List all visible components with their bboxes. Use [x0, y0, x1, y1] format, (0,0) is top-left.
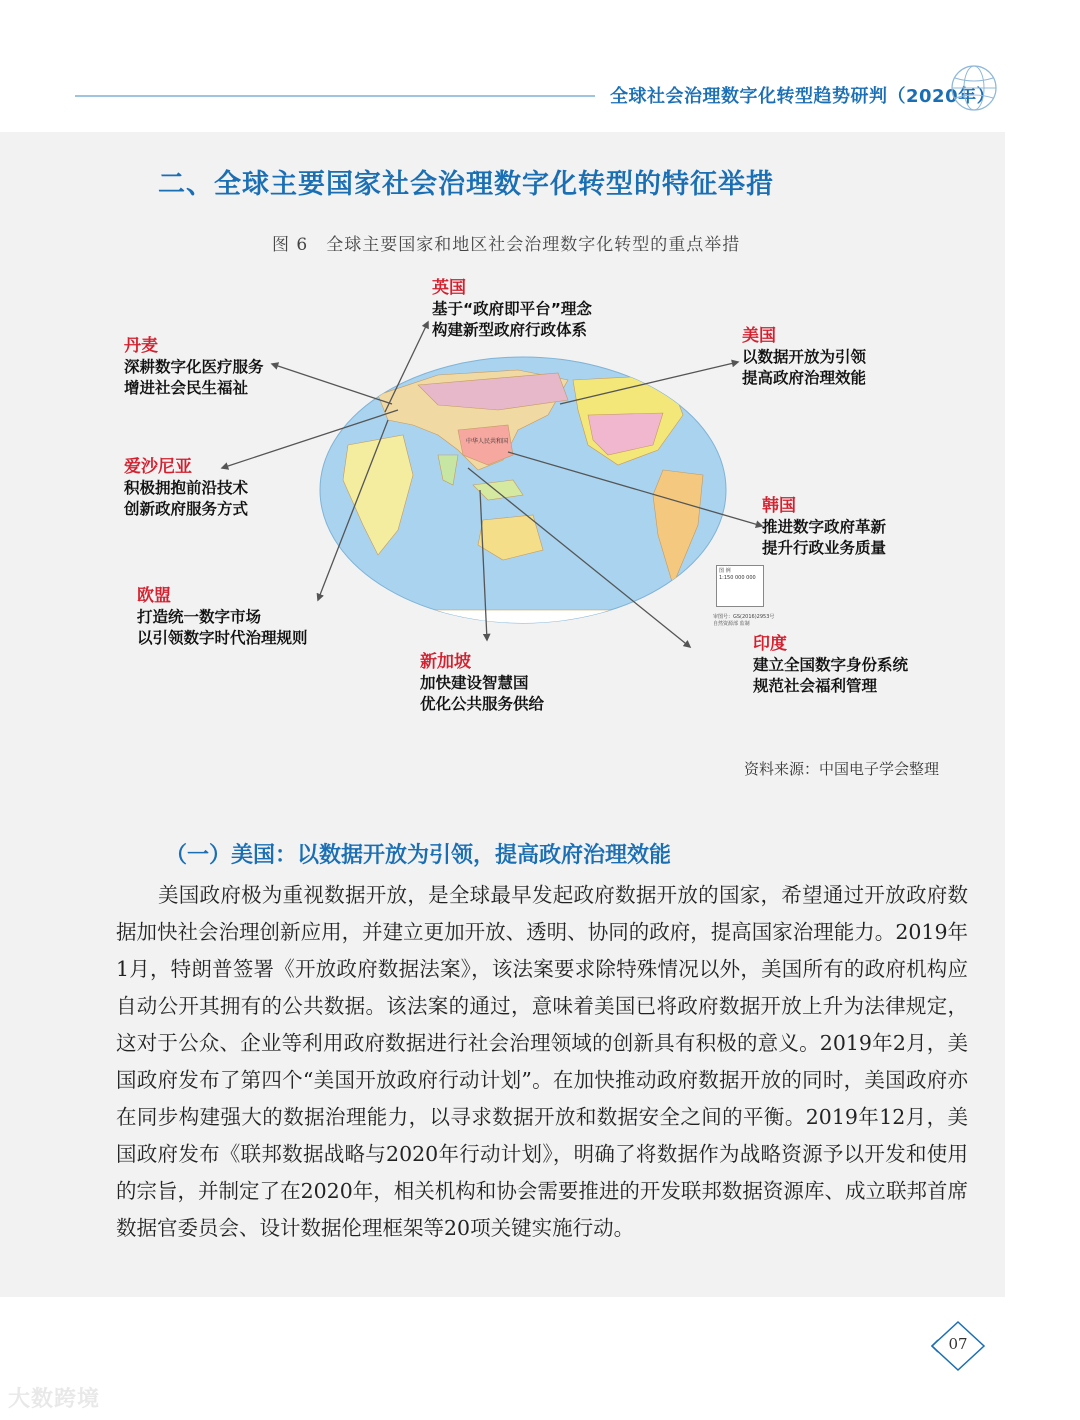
callout-estonia-line2: 创新政府服务方式 — [124, 500, 249, 518]
callout-uk-line1: 基于“政府即平台”理念 — [432, 300, 592, 318]
watermark: 大数跨境 — [8, 1387, 101, 1412]
callout-denmark — [124, 336, 264, 399]
callout-denmark-country: 丹麦 — [124, 336, 158, 356]
page-number-badge — [928, 1318, 988, 1374]
figure-caption: 图 6 全球主要国家和地区社会治理数字化转型的重点举措 — [272, 235, 741, 255]
map-label-china: 中华人民共和国 — [466, 438, 509, 445]
section-title: 二、全球主要国家社会治理数字化转型的特征举措 — [158, 169, 774, 200]
map-publisher: 自然资源部 监制 — [713, 621, 750, 627]
body-text — [116, 877, 968, 1247]
map-legend — [716, 565, 764, 607]
callout-singapore-line1: 加快建设智慧国 — [420, 674, 529, 692]
callout-singapore-line2: 优化公共服务供给 — [420, 695, 545, 713]
callout-uk-country: 英国 — [432, 278, 466, 298]
callout-denmark-line1: 深耕数字化医疗服务 — [124, 358, 264, 376]
callout-eu-line1: 打造统一数字市场 — [137, 608, 262, 626]
callout-india-country: 印度 — [753, 634, 787, 654]
map-land-antarctica — [318, 610, 728, 625]
figure-source: 资料来源：中国电子学会整理 — [744, 760, 940, 778]
callout-korea — [762, 496, 886, 559]
callout-eu-country: 欧盟 — [137, 586, 171, 606]
callout-denmark-line2: 增进社会民生福祉 — [124, 379, 249, 397]
callout-korea-country: 韩国 — [762, 496, 796, 516]
world-map — [318, 355, 728, 625]
callout-singapore — [420, 652, 544, 715]
callout-estonia — [124, 457, 248, 520]
map-scale: 1:150 000 000 — [719, 575, 756, 581]
callout-uk-line2: 构建新型政府行政体系 — [432, 321, 588, 339]
map-approval-note — [713, 614, 774, 628]
report-title: 全球社会治理数字化转型趋势研判（2020年） — [610, 86, 996, 107]
callout-estonia-line1: 积极拥抱前沿技术 — [124, 479, 249, 497]
callout-india-line1: 建立全国数字身份系统 — [753, 656, 909, 674]
page-number: 07 — [948, 1335, 968, 1353]
callout-usa-line1: 以数据开放为引领 — [742, 348, 867, 366]
body-paragraph: 美国政府极为重视数据开放，是全球最早发起政府数据开放的国家，希望通过开放政府数据加快社会治理创新应用，并建立更加开放、透明、协同的政府，提高国家治理能力。2019年1月，特朗普签署《开放政府数据法案》，该法案要求除特殊情况以外，美国所有的政府机构应自动公开其拥有的公共数据。该法案的通过，意味着美国已将政府数据开放上升为法律规定，这对于公众、企业等利用政府数据进行社会治理领域的创新具有积极的意义。2019年2月，美国政府发布了第四个“美国开放政府行动计划”。在加快推动政府数据开放的同时，美国政府亦在同步构建强大的数据治理能力，以寻求数据开放和数据安全之间的平衡。2019年12月，美国政府发布《联邦数据战略与2020年行动计划》，明确了将数据作为战略资源予以开发和使用的宗旨，并制定了在2020年，相关机构和协会需要推进的开发联邦数据资源库、成立联邦首席数据官委员会、设计数据伦理框架等20项关键实施行动。 — [116, 883, 968, 1240]
callout-usa-country: 美国 — [742, 326, 776, 346]
callout-eu — [137, 586, 308, 649]
callout-usa — [742, 326, 866, 389]
callout-india — [753, 634, 908, 697]
callout-eu-line2: 以引领数字时代治理规则 — [137, 629, 308, 647]
callout-estonia-country: 爱沙尼亚 — [124, 457, 192, 477]
callout-korea-line2: 提升行政业务质量 — [762, 539, 887, 557]
map-approval-number: 审图号：GS(2016)2953号 — [713, 614, 775, 620]
subsection-title: （一）美国：以数据开放为引领，提高政府治理效能 — [165, 843, 672, 868]
callout-singapore-country: 新加坡 — [420, 652, 471, 672]
callout-usa-line2: 提高政府治理效能 — [742, 369, 867, 387]
globe-logo-icon — [948, 62, 1000, 114]
map-legend-title: 图 例 — [719, 568, 731, 574]
callout-uk — [432, 278, 592, 341]
callout-india-line2: 规范社会福利管理 — [753, 677, 878, 695]
header-rule — [75, 95, 595, 97]
callout-korea-line1: 推进数字政府革新 — [762, 518, 887, 536]
